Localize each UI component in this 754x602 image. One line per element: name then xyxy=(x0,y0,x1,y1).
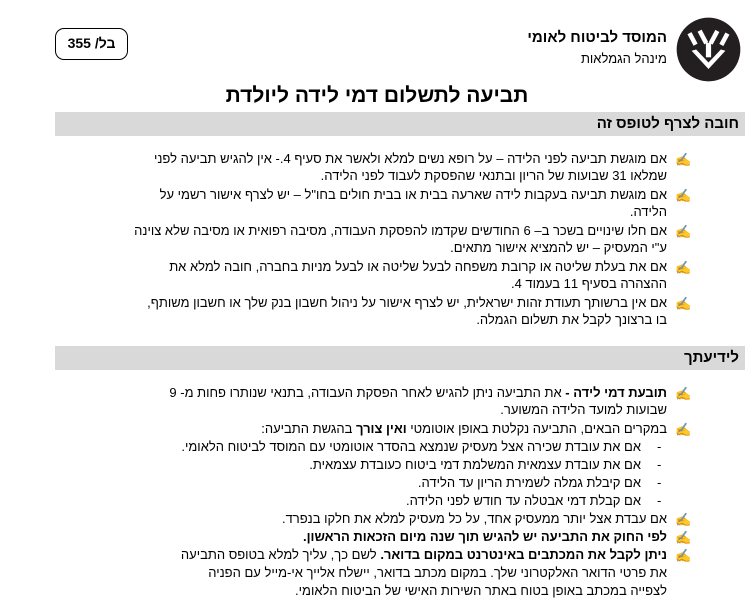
info-item-text: במקרים הבאים, התביעה נקלטת באופן אוטומטי xyxy=(406,421,667,436)
checkmark-bullet-icon: ✍ xyxy=(675,530,692,545)
info-item-multiple-employers: אם עבדת אצל יותר ממעסיק אחד, על כל מעסיק למלא את חלקו בנפרד. xyxy=(281,511,667,526)
form-number-badge: בל/ 355 xyxy=(55,28,128,60)
info-item-automatic xyxy=(261,420,667,437)
list-item-line: בו ברצונך לקבל את תשלום הגמלה. xyxy=(476,312,667,327)
checkmark-bullet-icon: ✍ xyxy=(675,224,692,239)
sub-list-item: אם קיבלת גמלה לשמירת הריון עד הלידה. xyxy=(417,475,641,490)
sub-list-item: אם את עובדת שכירה אצל מעסיק שנמצא בהסדר אוטומטי עם המוסד לביטוח הלאומי. xyxy=(181,439,641,454)
section-heading-required: חובה לצרף לטופס זה xyxy=(55,112,745,136)
sub-list-item: אם את עובדת עצמאית המשלמת דמי ביטוח כעובדת עצמאית. xyxy=(309,457,641,472)
info-item-bold: ואין צורך xyxy=(355,421,407,436)
list-item-line: אם את בעלת שליטה או קרובת משפחה לבעל שליטה או לבעל מניות בחברה, חובה למלא את xyxy=(169,259,667,274)
checkmark-bullet-icon: ✍ xyxy=(675,260,692,275)
list-item-line: אם מוגשת תביעה לפני הלידה – על רופא נשים למלא ולאשר את סעיף 4.- אין להגיש תביעה לפני xyxy=(154,151,667,166)
info-item-text: לשם כך, עליך למלא בטופס התביעה xyxy=(180,547,381,562)
dash-bullet: - xyxy=(657,493,662,508)
list-item-line: אם אין ברשותך תעודת זהות ישראלית, יש לצרף אישור על ניהול חשבון בנק שלך או חשבון משותף, xyxy=(147,295,667,310)
info-item-online-letters xyxy=(181,546,667,563)
list-item-line: את פרטי הדואר האלקטרוני שלך. במקום מכתב בדואר, יישלח אלייך אי-מייל עם הפניה xyxy=(208,565,667,580)
info-item-bold: תובעת דמי לידה - xyxy=(565,385,667,400)
list-item-line: הלידה. xyxy=(629,204,667,219)
info-item-text: בהגשת התביעה: xyxy=(261,421,356,436)
list-item-line: שבועות למועד הלידה המשוער. xyxy=(500,402,667,417)
checkmark-bullet-icon: ✍ xyxy=(675,188,692,203)
info-item-bold: ניתן לקבל את המכתבים באינטרנט במקום בדואר. xyxy=(380,547,667,562)
checkmark-bullet-icon: ✍ xyxy=(675,152,692,167)
checkmark-bullet-icon: ✍ xyxy=(675,548,692,563)
checkmark-bullet-icon: ✍ xyxy=(675,296,692,311)
org-name: המוסד לביטוח לאומי xyxy=(527,29,667,46)
info-item-maternity xyxy=(169,384,667,401)
checkmark-bullet-icon: ✍ xyxy=(675,422,692,437)
list-item-line: ע"י המעסיק – יש להמציא אישור מתאים. xyxy=(450,240,667,255)
sub-list-item: אם קבלת דמי אבטלה עד חודש לפני הלידה. xyxy=(405,493,641,508)
national-insurance-logo xyxy=(676,17,741,82)
list-item-line: לצפייה במכתב באופן בטוח באתר השירות האישי של הביטוח הלאומי. xyxy=(295,583,667,598)
info-item-deadline: לפי החוק את התביעה יש להגיש תוך שנה מיום הזכאות הראשון. xyxy=(303,529,667,544)
dash-bullet: - xyxy=(657,439,662,454)
org-department: מינהל הגמלאות xyxy=(580,51,667,66)
list-item-line: שמלאו 31 שבועות של הריון ובתנאי שהפסקת לעבוד לפני הלידה. xyxy=(320,168,667,183)
list-item-line: אם חלו שינויים בשכר ב– 6 החודשים שקדמו להפסקת העבודה, מסיבה רפואית או מסיבה שלא צוינה xyxy=(134,223,667,238)
dash-bullet: - xyxy=(657,457,662,472)
info-item-text: את התביעה ניתן להגיש לאחר הפסקת העבודה, בתנאי שנותרו פחות מ- 9 xyxy=(169,385,566,400)
dash-bullet: - xyxy=(657,475,662,490)
checkmark-bullet-icon: ✍ xyxy=(675,386,692,401)
checkmark-bullet-icon: ✍ xyxy=(675,512,692,527)
form-title: תביעה לתשלום דמי לידה ליולדת xyxy=(225,84,529,107)
list-item-line: אם מוגשת תביעה בעקבות לידה שארעה בבית או בבית חולים בחו"ל – יש לצרף אישור רשמי על xyxy=(159,187,667,202)
section-heading-info: לידיעתך xyxy=(55,346,745,370)
list-item-line: ההצהרה בסעיף 11 בעמוד 4. xyxy=(510,276,667,291)
